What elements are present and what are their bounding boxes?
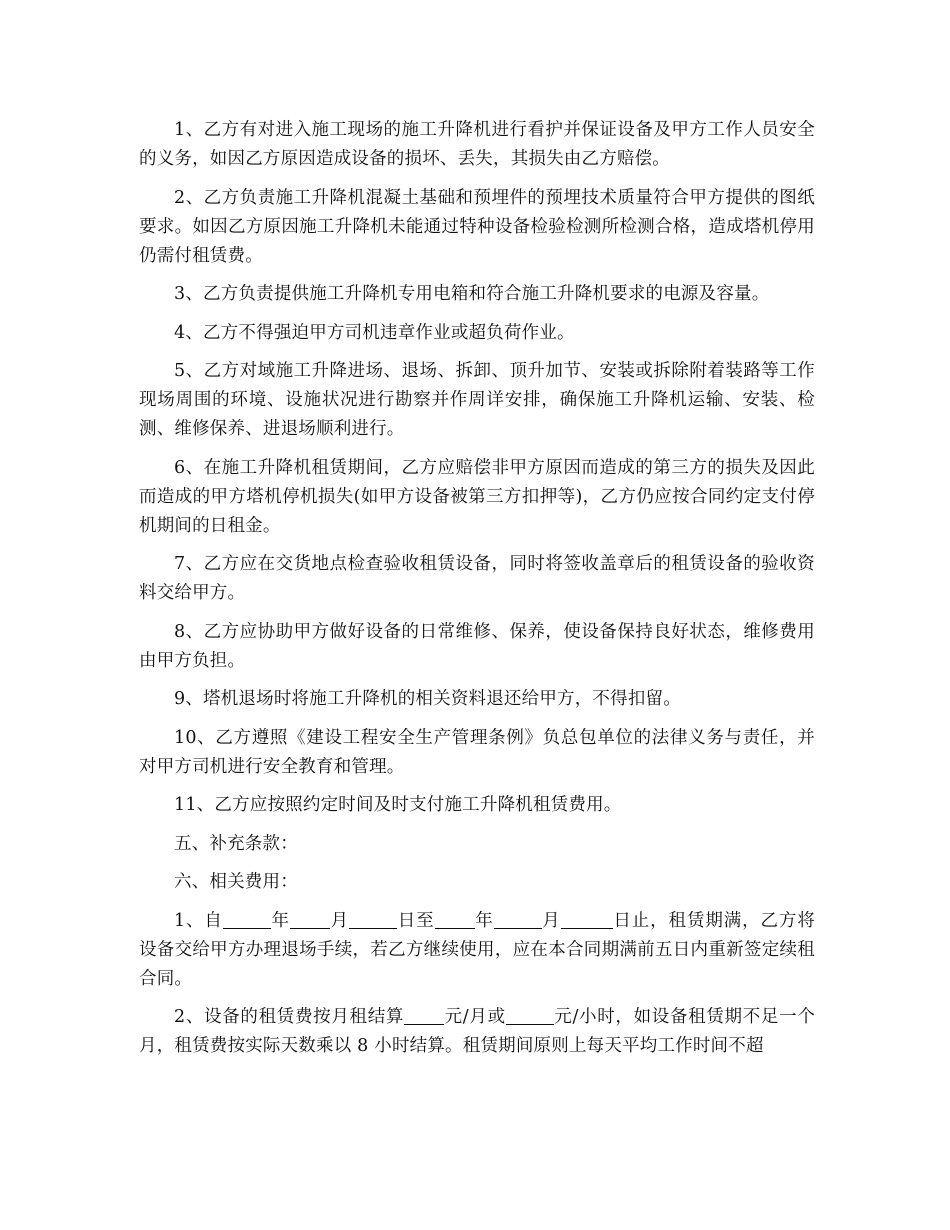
monthly-fee-blank[interactable] — [404, 1006, 444, 1025]
clause-6: 6、在施工升降机租赁期间，乙方应赔偿非甲方原因而造成的第三方的损失及因此而造成的甲方塔机停机损失(如甲方设备被第三方扣押等)，乙方仍应按合同约定支付停机期间的日租金。 — [139, 457, 815, 536]
clause-10: 10、乙方遵照《建设工程安全生产管理条例》负总包单位的法律义务与责任，并对甲方司机进行安全教育和管理。 — [139, 727, 815, 777]
end-month-unit: 月 — [541, 910, 561, 931]
section-supplementary-terms: 五、补充条款： — [174, 833, 298, 854]
clause-2: 2、乙方负责施工升降机混凝土基础和预埋件的预埋技术质量符合甲方提供的图纸要求。如因乙方原因施工升降机未能通过特种设备检验检测所检测合格，造成塔机停用仍需付租赁费。 — [139, 187, 815, 266]
rental-period-prefix: 1、自 — [174, 910, 223, 931]
clause-4: 4、乙方不得强迫甲方司机违章作业或超负荷作业。 — [174, 322, 575, 343]
start-day-blank[interactable] — [349, 910, 397, 929]
rental-period-suffix: 日止，租赁期满，乙方将设备交给甲方办理退场手续，若乙方继续使用，应在本合同期满前五日内重新签定续租合同。 — [139, 910, 816, 989]
start-year-blank[interactable] — [223, 910, 271, 929]
rental-fee-clause — [139, 1003, 815, 1061]
section-related-fees: 六、相关费用： — [174, 872, 298, 892]
hourly-fee-blank[interactable] — [506, 1006, 554, 1025]
end-month-blank[interactable] — [494, 910, 542, 929]
monthly-fee-unit: 元/月或 — [444, 1007, 506, 1027]
rental-fee-suffix: ，如设备租赁期不足一个月，租赁费按实际天数乘以 8 小时结算。租赁期间原则上每天平均工作时间不超 — [139, 1007, 816, 1056]
clause-11: 11、乙方应按照约定时间及时支付施工升降机租赁费用。 — [174, 795, 622, 815]
clause-9: 9、塔机退场时将施工升降机的相关资料退还给甲方，不得扣留。 — [174, 689, 681, 709]
clause-8: 8、乙方应协助甲方做好设备的日常维修、保养，使设备保持良好状态，维修费用由甲方负担。 — [139, 621, 815, 671]
end-year-blank[interactable] — [435, 910, 475, 929]
clause-3: 3、乙方负责提供施工升降机专用电箱和符合施工升降机要求的电源及容量。 — [174, 284, 770, 304]
start-day-unit: 日至 — [397, 910, 435, 931]
start-year-unit: 年 — [270, 910, 290, 931]
end-day-blank[interactable] — [561, 910, 613, 929]
rental-fee-prefix: 2、设备的租赁费按月租结算 — [174, 1007, 405, 1027]
clause-5: 5、乙方对域施工升降进场、退场、拆卸、顶升加节、安装或拆除附着装路等工作现场周围的环境、设施状况进行勘察并作周详安排，确保施工升降机运输、安装、检测、维修保养、进退场顺利进行。 — [139, 361, 815, 439]
start-month-unit: 月 — [329, 910, 350, 931]
start-month-blank[interactable] — [290, 910, 330, 929]
document-body — [139, 116, 815, 1071]
hourly-fee-unit: 元/小时 — [553, 1007, 616, 1027]
clause-1: 1、乙方有对进入施工现场的施工升降机进行看护并保证设备及甲方工作人员安全的义务，如因乙方原因造成设备的损坏、丢失，其损失由乙方赔偿。 — [139, 120, 815, 169]
rental-period-clause — [139, 907, 815, 994]
end-year-unit: 年 — [474, 910, 494, 931]
clause-7: 7、乙方应在交货地点检查验收租赁设备，同时将签收盖章后的租赁设备的验收资料交给甲方。 — [139, 554, 815, 603]
